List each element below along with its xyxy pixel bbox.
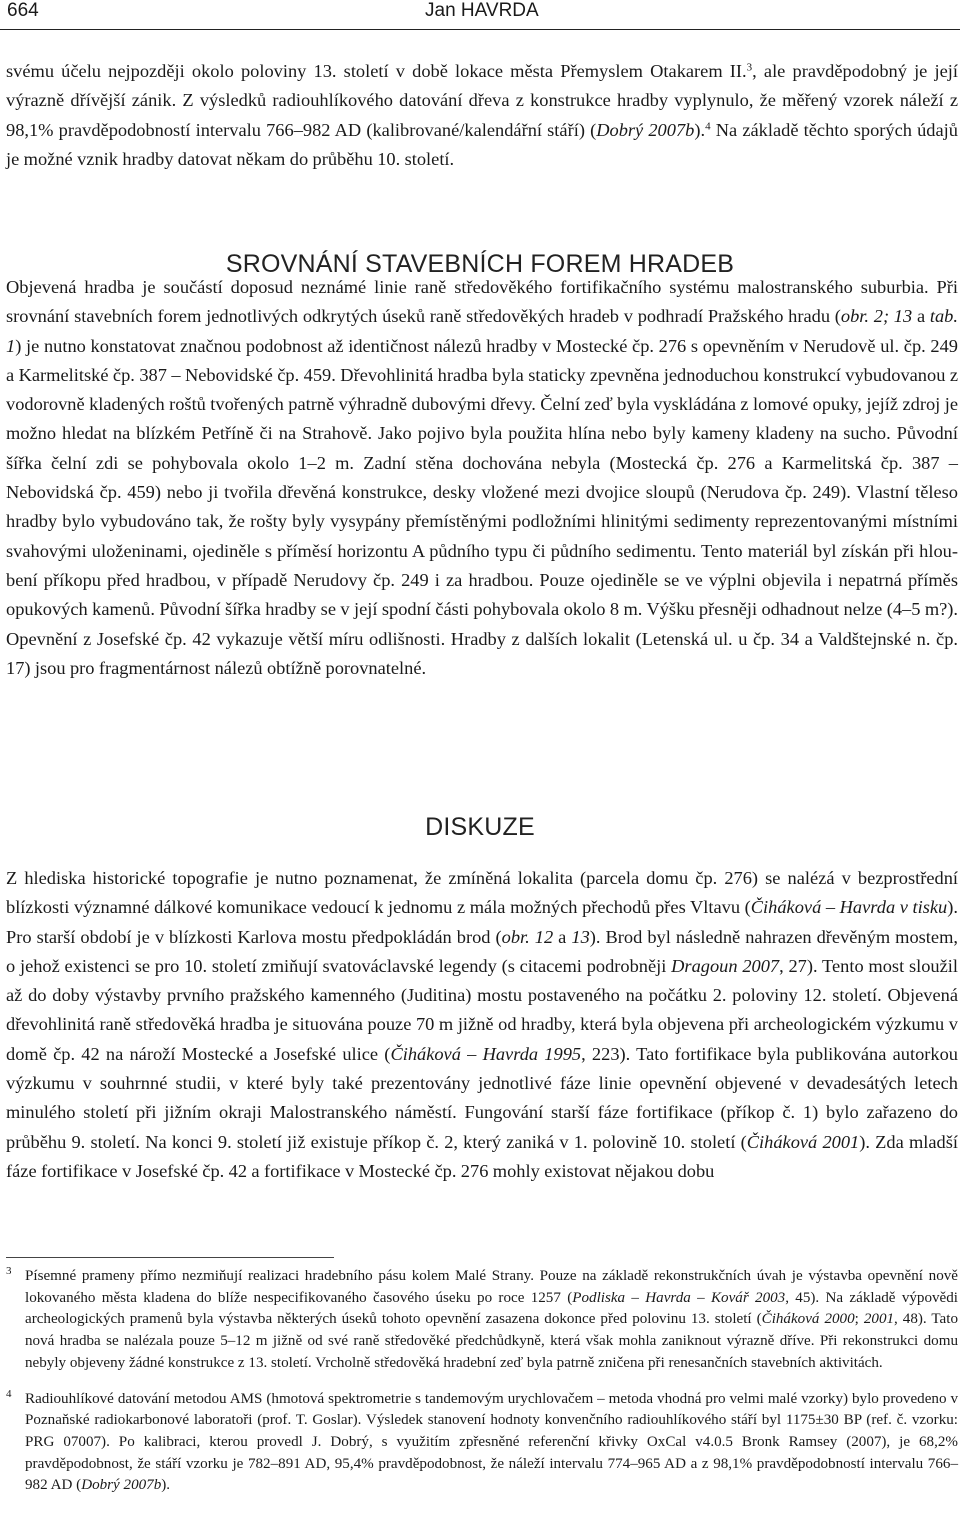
paragraph-srovnani xyxy=(6,273,958,683)
citation: Dragoun 2007 xyxy=(671,955,780,976)
citation: Čiháková 2001 xyxy=(746,1131,860,1152)
text-run: , 48). Tato nová hradba se nalézala pouze 5–12 m jižně od své raně středověké předchůdkyně, která však mohla zaniknout výrazně dříve. Při rekonstrukci domu nebyly objeveny žádné konstrukce z 13. století. Vrcholně středověká hradební zeď byla patrně zničena při renesančních stavebních aktivitách. xyxy=(25,1311,959,1371)
figure-reference: obr. 12 xyxy=(501,926,554,947)
header-rule xyxy=(0,29,960,30)
text-run: ). Pro starší období je v blízkosti Karlova mostu předpokládán brod ( xyxy=(6,897,958,947)
citation: Podliska – Havrda – Kovář 2003 xyxy=(572,1289,786,1306)
text-run: ). xyxy=(161,1477,171,1494)
footnote-number: 3 xyxy=(6,1265,12,1277)
running-header xyxy=(0,0,960,30)
text-run: Písemné prameny přímo nezmiňují realizaci hradebního pásu kolem Malé Strany. Pouze na základě rekonstrukčních úvah je výstavba opevnění nově lokovaného města kladena do blíže nespecifikovaného časového úseku po roce 1257 ( xyxy=(25,1268,958,1306)
text-run: , ale pravděpodobný je její výrazně dřívější zánik. Z výsledků radiouhlíkového datování dřeva z konstrukce hradby vyplynulo, že měřený vzorek náleží z 98,1% pravděpodobností intervalu 766–982 AD (kalibrované/kalendářní stáří) ( xyxy=(6,61,958,140)
section-heading-srovnani: SROVNÁNÍ STAVEBNÍCH FOREM HRADEB xyxy=(225,250,735,278)
text-run: svému účelu nejpozději okolo poloviny 13. století v době lokace města Přemyslem Otakarem II. xyxy=(6,61,747,81)
paragraph-intro xyxy=(6,57,958,174)
text-run: Objevená hradba je součástí doposud neznámé linie raně středověkého fortifikačního systému malostranského suburbia. Při srovnání stavebních forem jednotlivých odkrytých úseků raně středověkých hradeb v podhradí Pražského hradu ( xyxy=(6,277,958,327)
text-run: ; xyxy=(854,1311,864,1328)
footnote-ref-4[interactable]: 4 xyxy=(705,120,711,132)
text-run: ) je nutno konstatovat značnou podobnost až identičnost nálezů hradby v Mostecké čp. 276 s opevněním v Nerudově ul. čp. 249 a Karmelitské čp. 387 – Nebovidské čp. 459. Dřevohlinitá hradba byla staticky zpevněna jednoduchou konstrukcí vybudovanou z vodorovně kladených roštů tvořených patrně výhradně dubovými dřevy. Čelní zeď byla vyskládána z lomové opuky, jejíž zdroj je možno hledat na blízkém Petříně či na Strahově. Jako pojivo byla použita hlína nebo byly kameny kladeny na sucho. Původní šířka čelní zdi se pohybovala okolo 1–2 m. Zadní stěna dochována nebyla (Mostecká čp. 276 a Karmelitská čp. 387 – Nebovidská čp. 459) nebo ji tvořila dřevěná konstrukce, desky vložené mezi dvojice sloupů (Nerudova čp. 249). Vlastní těleso hradby bylo vybudováno tak, že rošty byly vysypány přemístěnými podložními hlinitými sedimenty reprezentovanými místními svahovými uloženinami, ojediněle s příměsí horizontu A půdního typu či půdního sedimentu. Tento materiál byl získán při hloubení příkopu před hradbou, v případě Nerudovy čp. 249 i za hradbou. Pouze ojediněle se ve výplni objevila i nepatrná příměs opukových kamenů. Původní šířka hradby se v její spodní části pohybovala okolo 8 m. Výšku přesněji odhadnout nelze (4–5 m?). Opevnění z Josefské čp. 42 vykazuje větší míru odlišnosti. Hradby z dalších lokalit (Letenská ul. u čp. 34 a Valdštejnské n. čp. 17) jsou pro fragmentárnost nálezů obtížně porovnatelné. xyxy=(6,335,959,678)
text-run: Na základě těchto sporých údajů je možné vznik hradby datovat někam do průběhu 10. století. xyxy=(6,119,958,169)
text-run: Z hlediska historické topografie je nutno poznamenat, že zmíněná lokalita (parcela domu čp. 276) se nalézá v bezprostřední blízkosti významné dálkové komunikace vedoucí k jednomu z mála možných přechodů přes Vltavu ( xyxy=(6,868,958,918)
citation: Dobrý 2007b xyxy=(81,1477,162,1494)
text-run: ). Brod byl následně nahrazen dřevěným mostem, o jehož existenci se pro 10. století zmiňují svatováclavské legendy (s citacemi podrobněji xyxy=(6,926,958,976)
table-reference: tab. 1 xyxy=(6,306,958,356)
footnote-separator xyxy=(6,1257,334,1258)
footnote-number: 4 xyxy=(6,1387,12,1400)
section-srovnani-block xyxy=(6,273,958,683)
running-head-author: Jan HAVRDA xyxy=(425,0,539,21)
citation: 2001 xyxy=(863,1311,895,1328)
text-run: a xyxy=(553,926,572,947)
text-run: ). Zda mladší fáze fortifikace v Josefské čp. 42 a fortifikace v Mostecké čp. 276 mohly existovat nějakou dobu xyxy=(6,1131,958,1181)
text-run: , 27). Tento most sloužil až do doby výstavby prvního pražského kamenného (Juditina) mostu postaveného na počátku 2. poloviny 12. století. Objevená dřevohlinitá raně středověká hradba je situována pouze 70 m jižně od hradby, která byla objevena při archeologickém výzkumu v domě čp. 42 na nároží Mostecké a Josefské ulice ( xyxy=(6,955,958,1064)
page-number: 664 xyxy=(7,0,39,21)
citation: Dobrý 2007b xyxy=(596,119,695,140)
citation: Čiháková 2000 xyxy=(761,1311,855,1328)
text-run: ). xyxy=(694,119,706,140)
footnote-4 xyxy=(6,1389,958,1498)
paragraph-diskuze xyxy=(6,864,958,1186)
section-heading-diskuze: DISKUZE xyxy=(425,813,535,841)
text-run: a xyxy=(912,306,930,327)
citation: Čiháková – Havrda 1995 xyxy=(390,1043,582,1064)
footnote-3 xyxy=(6,1266,958,1375)
footnotes-block xyxy=(6,1266,958,1497)
citation: Čiháková – Havrda v tisku xyxy=(750,897,948,918)
footnote-ref-3[interactable]: 3 xyxy=(746,61,753,74)
text-run: , 223). Tato fortifikace byla publikována autorkou výzkumu v souhrnné studii, v které byly také prezentovány jednotlivé fáze linie opevnění objevené v devadesátých letech minulého století při jižním okraji Malostranského náměstí. Fungování starší fáze fortifikace (příkop č. 1) bylo zařazeno do průběhu 9. století. Na konci 9. století již existuje příkop č. 2, který zaniká v 1. polovině 10. století ( xyxy=(6,1043,958,1152)
figure-reference: 13 xyxy=(571,926,590,947)
figure-reference: obr. 2; 13 xyxy=(840,306,913,327)
intro-block xyxy=(6,57,958,174)
text-run: Radiouhlíkové datování metodou AMS (hmotová spektrometrie s tandemovým urychlovačem – metoda vhodná pro velmi malé vzorky) bylo provedeno v Poznaňské radiokarbonové laboratoři (prof. T. Goslar). Výsledek stanovení hodnoty konvenčního radiouhlíkového stáří byl 1175±30 BP (ref. č. vzorku: PRG 07007). Po kalibraci, kterou provedl J. Dobrý, s využitím zpřesněné referenční křivky OxCal v4.0.5 Bronk Ramsey (2007), je 68,2% pravděpodobnost, že stáří vzorku je 782–891 AD, 95,4% pravděpodobnost, že náleží intervalu 774–965 AD a z 98,1% pravděpodobností intervalu 766–982 AD ( xyxy=(25,1390,958,1494)
section-diskuze-block xyxy=(6,864,958,1186)
text-run: , 45). Na základě výpovědi archeologických pramenů byla výstavba některých úseků tohoto opevnění zasazena dokonce před polovinu 13. století ( xyxy=(25,1289,958,1328)
